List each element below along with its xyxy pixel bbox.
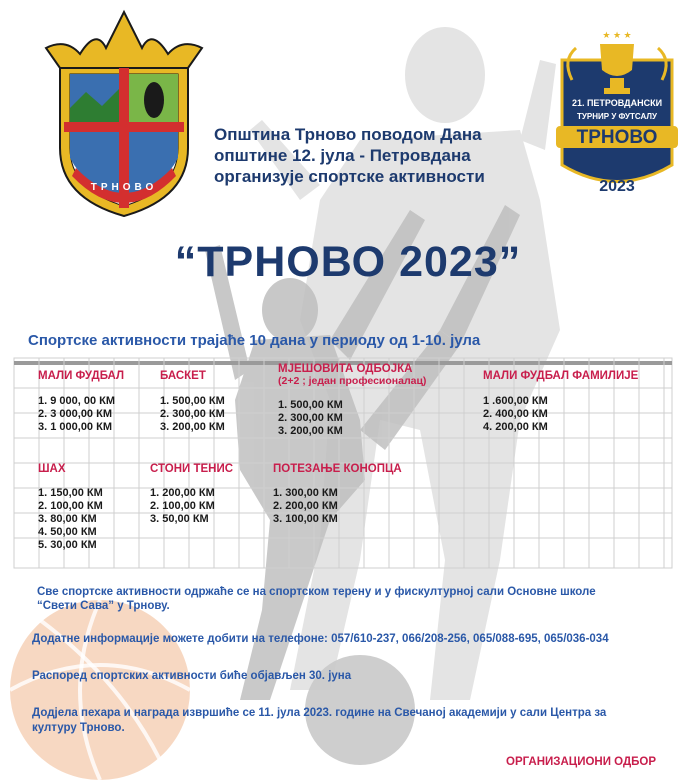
event-title: “ТРНОВО 2023” bbox=[174, 238, 522, 286]
announcement-line-1: Општина Трново поводом Дана bbox=[214, 125, 482, 144]
prize-item: 1 .600,00 КМ bbox=[483, 395, 548, 407]
category-mali-fudbal-familije bbox=[483, 370, 638, 434]
category-name: МАЛИ ФУДБАЛ bbox=[38, 370, 125, 382]
prize-item: 3. 80,00 КМ bbox=[38, 513, 97, 525]
prize-item: 1. 300,00 КМ bbox=[273, 487, 338, 499]
category-stoni-tenis bbox=[150, 463, 233, 526]
category-odbojka bbox=[278, 363, 426, 438]
prize-list bbox=[38, 395, 124, 434]
schedule-info: Распоред спортских активности биће објављен 30. јуна bbox=[32, 670, 352, 682]
organizer-signature: ОРГАНИЗАЦИОНИ ОДБОР bbox=[506, 756, 657, 768]
prize-list bbox=[273, 487, 402, 526]
announcement-line-3: организује спортске активности bbox=[214, 167, 485, 186]
venue-info bbox=[37, 585, 677, 613]
prize-item: 4. 50,00 КМ bbox=[38, 526, 97, 538]
announcement-line-2: општине 12. јула - Петровдана bbox=[214, 146, 471, 165]
category-name: СТОНИ ТЕНИС bbox=[150, 463, 234, 475]
basketball-icon bbox=[10, 600, 190, 780]
prize-item: 2. 400,00 КМ bbox=[483, 408, 548, 420]
prize-item: 3. 1 000,00 КМ bbox=[38, 421, 112, 433]
category-note: (2+2 ; један професионалац) bbox=[278, 375, 427, 387]
category-mali-fudbal bbox=[38, 370, 124, 434]
prize-item: 2. 100,00 КМ bbox=[38, 500, 103, 512]
venue-line-1: Све спортске активности одржаће се на спортском терену и у фискултурној сали Основне школе bbox=[37, 586, 596, 598]
category-basket bbox=[160, 370, 225, 434]
awards-line-1: Додјела пехара и награда извршиће се 11. јула 2023. године на Свечаној академији у сали Центра за bbox=[32, 707, 607, 719]
badge-line1: 21. ПЕТРОВДАНСКИ bbox=[571, 98, 663, 108]
prize-list bbox=[38, 487, 103, 552]
prize-item: 1. 500,00 КМ bbox=[160, 395, 225, 407]
category-konopac bbox=[273, 463, 402, 526]
announcement-heading bbox=[214, 124, 544, 187]
category-name: МЈЕШОВИТА ОДБОЈКА bbox=[278, 363, 413, 375]
prize-item: 3. 200,00 КМ bbox=[278, 425, 343, 437]
category-name: ПОТЕЗАЊЕ КОНОПЦА bbox=[273, 463, 402, 475]
prize-list bbox=[160, 395, 225, 434]
prize-item: 1. 500,00 КМ bbox=[278, 399, 343, 411]
period-text: Спортске активности трајаће 10 дана у периоду од 1-10. јула bbox=[28, 332, 481, 349]
prize-item: 2. 300,00 КМ bbox=[278, 412, 343, 424]
prize-item: 3. 100,00 КМ bbox=[273, 513, 338, 525]
prize-list bbox=[150, 487, 233, 526]
prize-item: 2. 3 000,00 КМ bbox=[38, 408, 112, 420]
prize-item: 1. 150,00 КМ bbox=[38, 487, 103, 499]
awards-line-2: културу Трново. bbox=[32, 722, 125, 734]
prize-item: 2. 300,00 КМ bbox=[160, 408, 225, 420]
prize-item: 2. 100,00 КМ bbox=[150, 500, 215, 512]
venue-line-2: “Свети Сава” у Трнову. bbox=[37, 600, 170, 612]
category-name: МАЛИ ФУДБАЛ ФАМИЛИЈЕ bbox=[483, 370, 639, 382]
prize-list bbox=[483, 395, 638, 434]
awards-info bbox=[32, 706, 682, 736]
prize-list bbox=[278, 399, 426, 438]
category-sah bbox=[38, 463, 103, 552]
prize-item: 2. 200,00 КМ bbox=[273, 500, 338, 512]
phone-info: Додатне информације можете добити на телефоне: 057/610-237, 066/208-256, 065/088-695, 065/036-034 bbox=[32, 633, 609, 645]
badge-line2: ТУРНИР У ФУТСАЛУ bbox=[577, 112, 657, 121]
prize-item: 3. 200,00 КМ bbox=[160, 421, 225, 433]
prize-item: 1. 200,00 КМ bbox=[150, 487, 215, 499]
category-name: ШАХ bbox=[38, 463, 66, 475]
category-name: БАСКЕТ bbox=[160, 370, 206, 382]
badge-year: 2023 bbox=[599, 178, 635, 195]
crest-text: ТРНОВО bbox=[90, 182, 158, 193]
prize-item: 3. 50,00 КМ bbox=[150, 513, 209, 525]
badge-name: ТРНОВО bbox=[576, 127, 658, 148]
prize-item: 4. 200,00 КМ bbox=[483, 421, 548, 433]
prize-item: 5. 30,00 КМ bbox=[38, 539, 97, 551]
prize-item: 1. 9 000, 00 КМ bbox=[38, 395, 116, 407]
svg-text:★ ★ ★: ★ ★ ★ bbox=[602, 30, 632, 40]
